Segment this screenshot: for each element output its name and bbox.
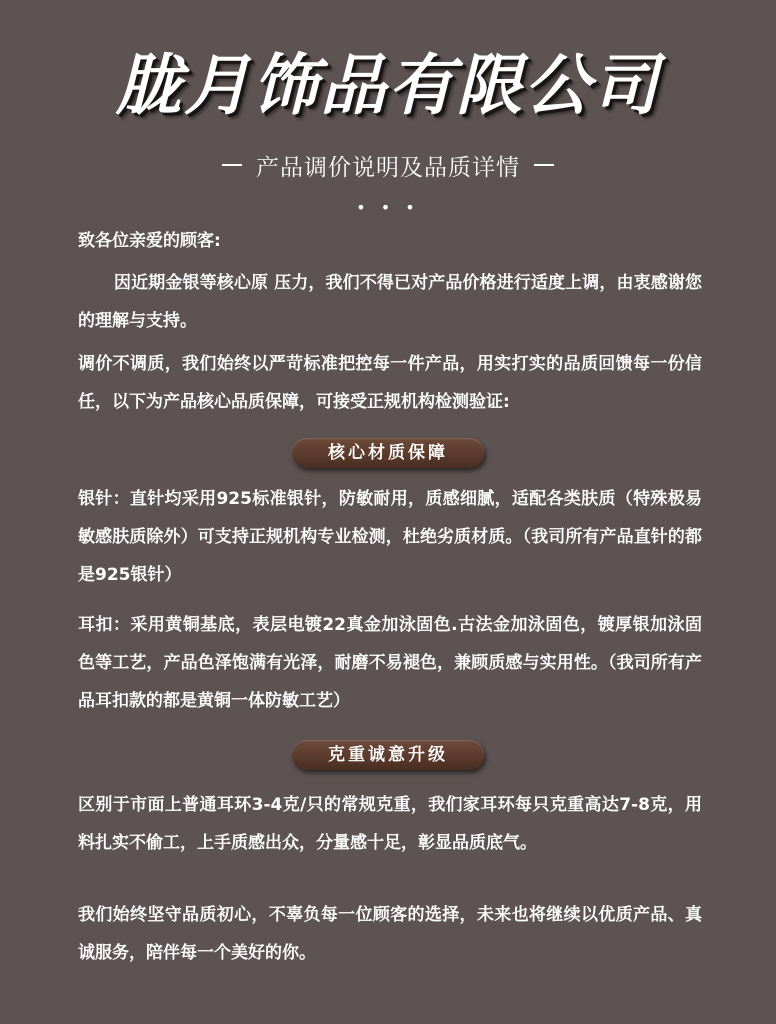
left-dash (222, 164, 242, 166)
closing-paragraph: 我们始终坚守品质初心，不辜负每一位顾客的选择，未来也将继续以优质产品、真诚服务，陪伴每一个美好的你。 (78, 905, 702, 963)
section-badge-material: 核心材质保障 (292, 438, 484, 468)
intro-paragraph-2: 调价不调质，我们始终以严苛标准把控每一件产品，用实打实的品质回馈每一份信任，以下为产品核心品质保障，可接受正规机构检测验证: (78, 354, 702, 412)
clasp-paragraph: 耳扣：采用黄铜基底，表层电镀22真金加泳固色.古法金加泳固色，镀厚银加泳固色等工艺，产品色泽饱满有光泽，耐磨不易褪色，兼顾质感与实用性。（我司所有产品耳扣款的都是黄铜一体防敏工艺） (78, 615, 702, 711)
company-title: 胧月饰品有限公司 (116, 47, 660, 124)
subtitle-row (0, 148, 776, 182)
subtitle: 产品调价说明及品质详情 (256, 154, 520, 181)
needle-paragraph: 银针：直针均采用925标准银针，防敏耐用，质感细腻，适配各类肤质（特殊极易敏感肤质除外）可支持正规机构专业检测，杜绝劣质材质。（我司所有产品直针的都是925银针） (78, 489, 702, 585)
section-badge-weight: 克重诚意升级 (292, 740, 484, 770)
greeting: 致各位亲爱的顾客: (78, 231, 221, 251)
weight-paragraph: 区别于市面上普通耳环3-4克/只的常规克重，我们家耳环每只克重高达7-8克，用料扎实不偷工，上手质感出众，分量感十足，彰显品质底气。 (78, 795, 702, 853)
right-dash (534, 164, 554, 166)
decorative-dots: • • • (356, 198, 420, 217)
intro-paragraph-1: 因近期金银等核心原 压力，我们不得已对产品价格进行适度上调，由衷感谢您的理解与支持。 (78, 273, 702, 331)
